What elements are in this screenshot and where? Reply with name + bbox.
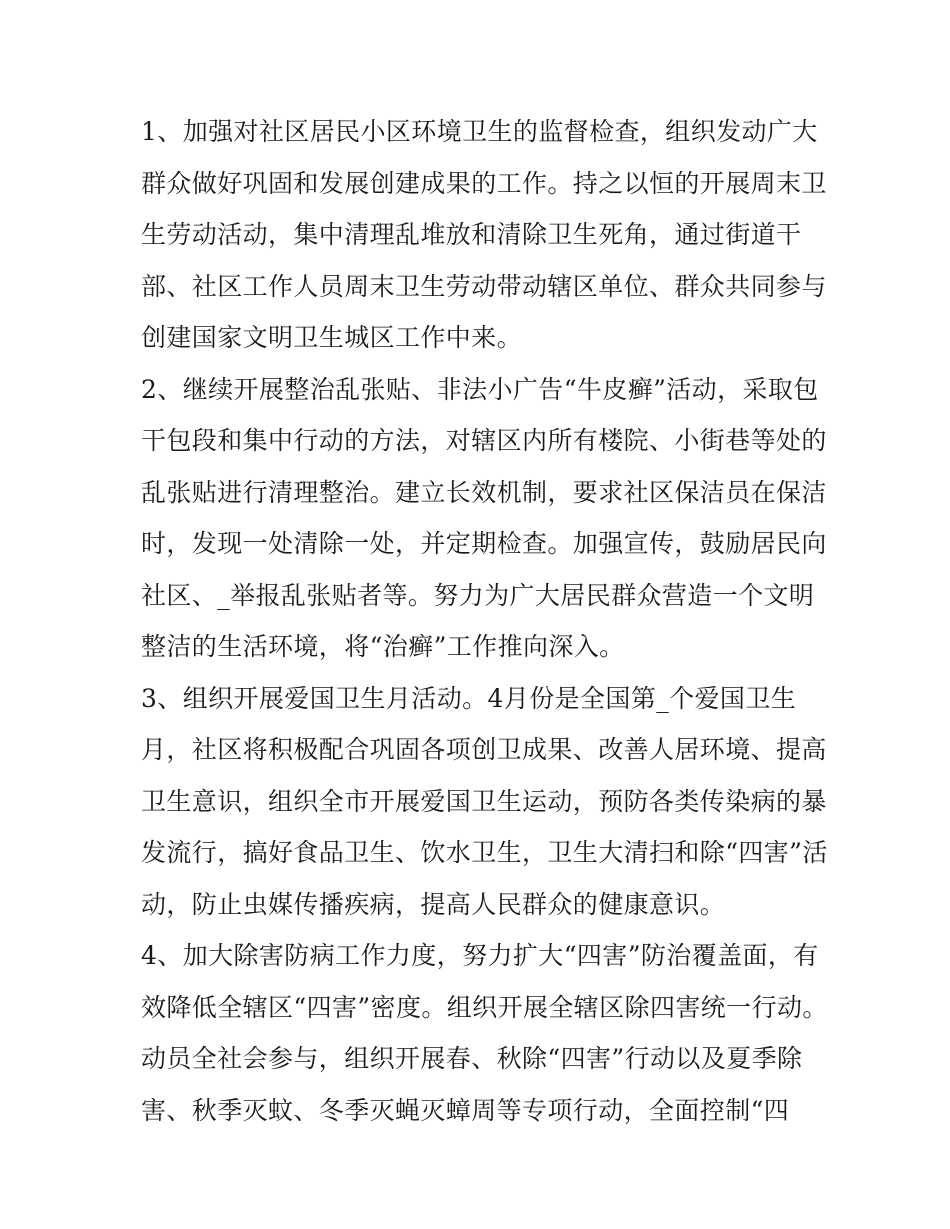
text-line: 创建国家文明卫生城区工作中来。 xyxy=(141,323,523,352)
text-line: 乱张贴进行清理整治。建立长效机制，要求社区保洁员在保洁 xyxy=(141,477,827,507)
text-line: 2、继续开展整治乱张贴、非法小广告“牛皮癣”活动，采取包 xyxy=(141,374,819,404)
text-line: 群众做好巩固和发展创建成果的工作。持之以恒的开展周末卫 xyxy=(141,168,827,198)
text-line: 月，社区将积极配合巩固各项创卫成果、改善人居环境、提高 xyxy=(141,735,827,764)
text-line: 生劳动活动，集中清理乱堆放和清除卫生死角，通过街道干 xyxy=(141,220,802,249)
text-line: 卫生意识，组织全市开展爱国卫生运动，预防各类传染病的暴 xyxy=(141,786,827,816)
text-line: 1、加强对社区居民小区环境卫生的监督检查，组织发动广大 xyxy=(141,117,818,146)
text-line: 干包段和集中行动的方法，对辖区内所有楼院、小街巷等处的 xyxy=(141,426,827,455)
text-line: 发流行，搞好食品卫生、饮水卫生，卫生大清扫和除“四害”活 xyxy=(141,838,828,867)
text-line: 整洁的生活环境，将“治癣”工作推向深入。 xyxy=(141,632,625,661)
text-line: 3、组织开展爱国卫生月活动。4月份是全国第_个爱国卫生 xyxy=(141,683,797,713)
text-line: 动，防止虫媒传播疾病，提高人民群众的健康意识。 xyxy=(141,889,726,919)
text-line: 时，发现一处清除一处，并定期检查。加强宣传，鼓励居民向 xyxy=(141,529,827,558)
text-line: 动员全社会参与，组织开展春、秋除“四害”行动以及夏季除 xyxy=(141,1044,803,1073)
text-line: 效降低全辖区“四害”密度。组织开展全辖区除四害统一行动。 xyxy=(141,992,828,1022)
text-line: 害、秋季灭蚊、冬季灭蝇灭蟑周等专项行动，全面控制“四 xyxy=(141,1095,790,1125)
text-line: 社区、_举报乱张贴者等。努力为广大居民群众营造一个文明 xyxy=(141,580,815,610)
text-line: 4、加大除害防病工作力度，努力扩大“四害”防治覆盖面，有 xyxy=(141,941,819,970)
text-line: 部、社区工作人员周末卫生劳动带动辖区单位、群众共同参与 xyxy=(141,271,827,301)
document-body xyxy=(141,106,828,1136)
